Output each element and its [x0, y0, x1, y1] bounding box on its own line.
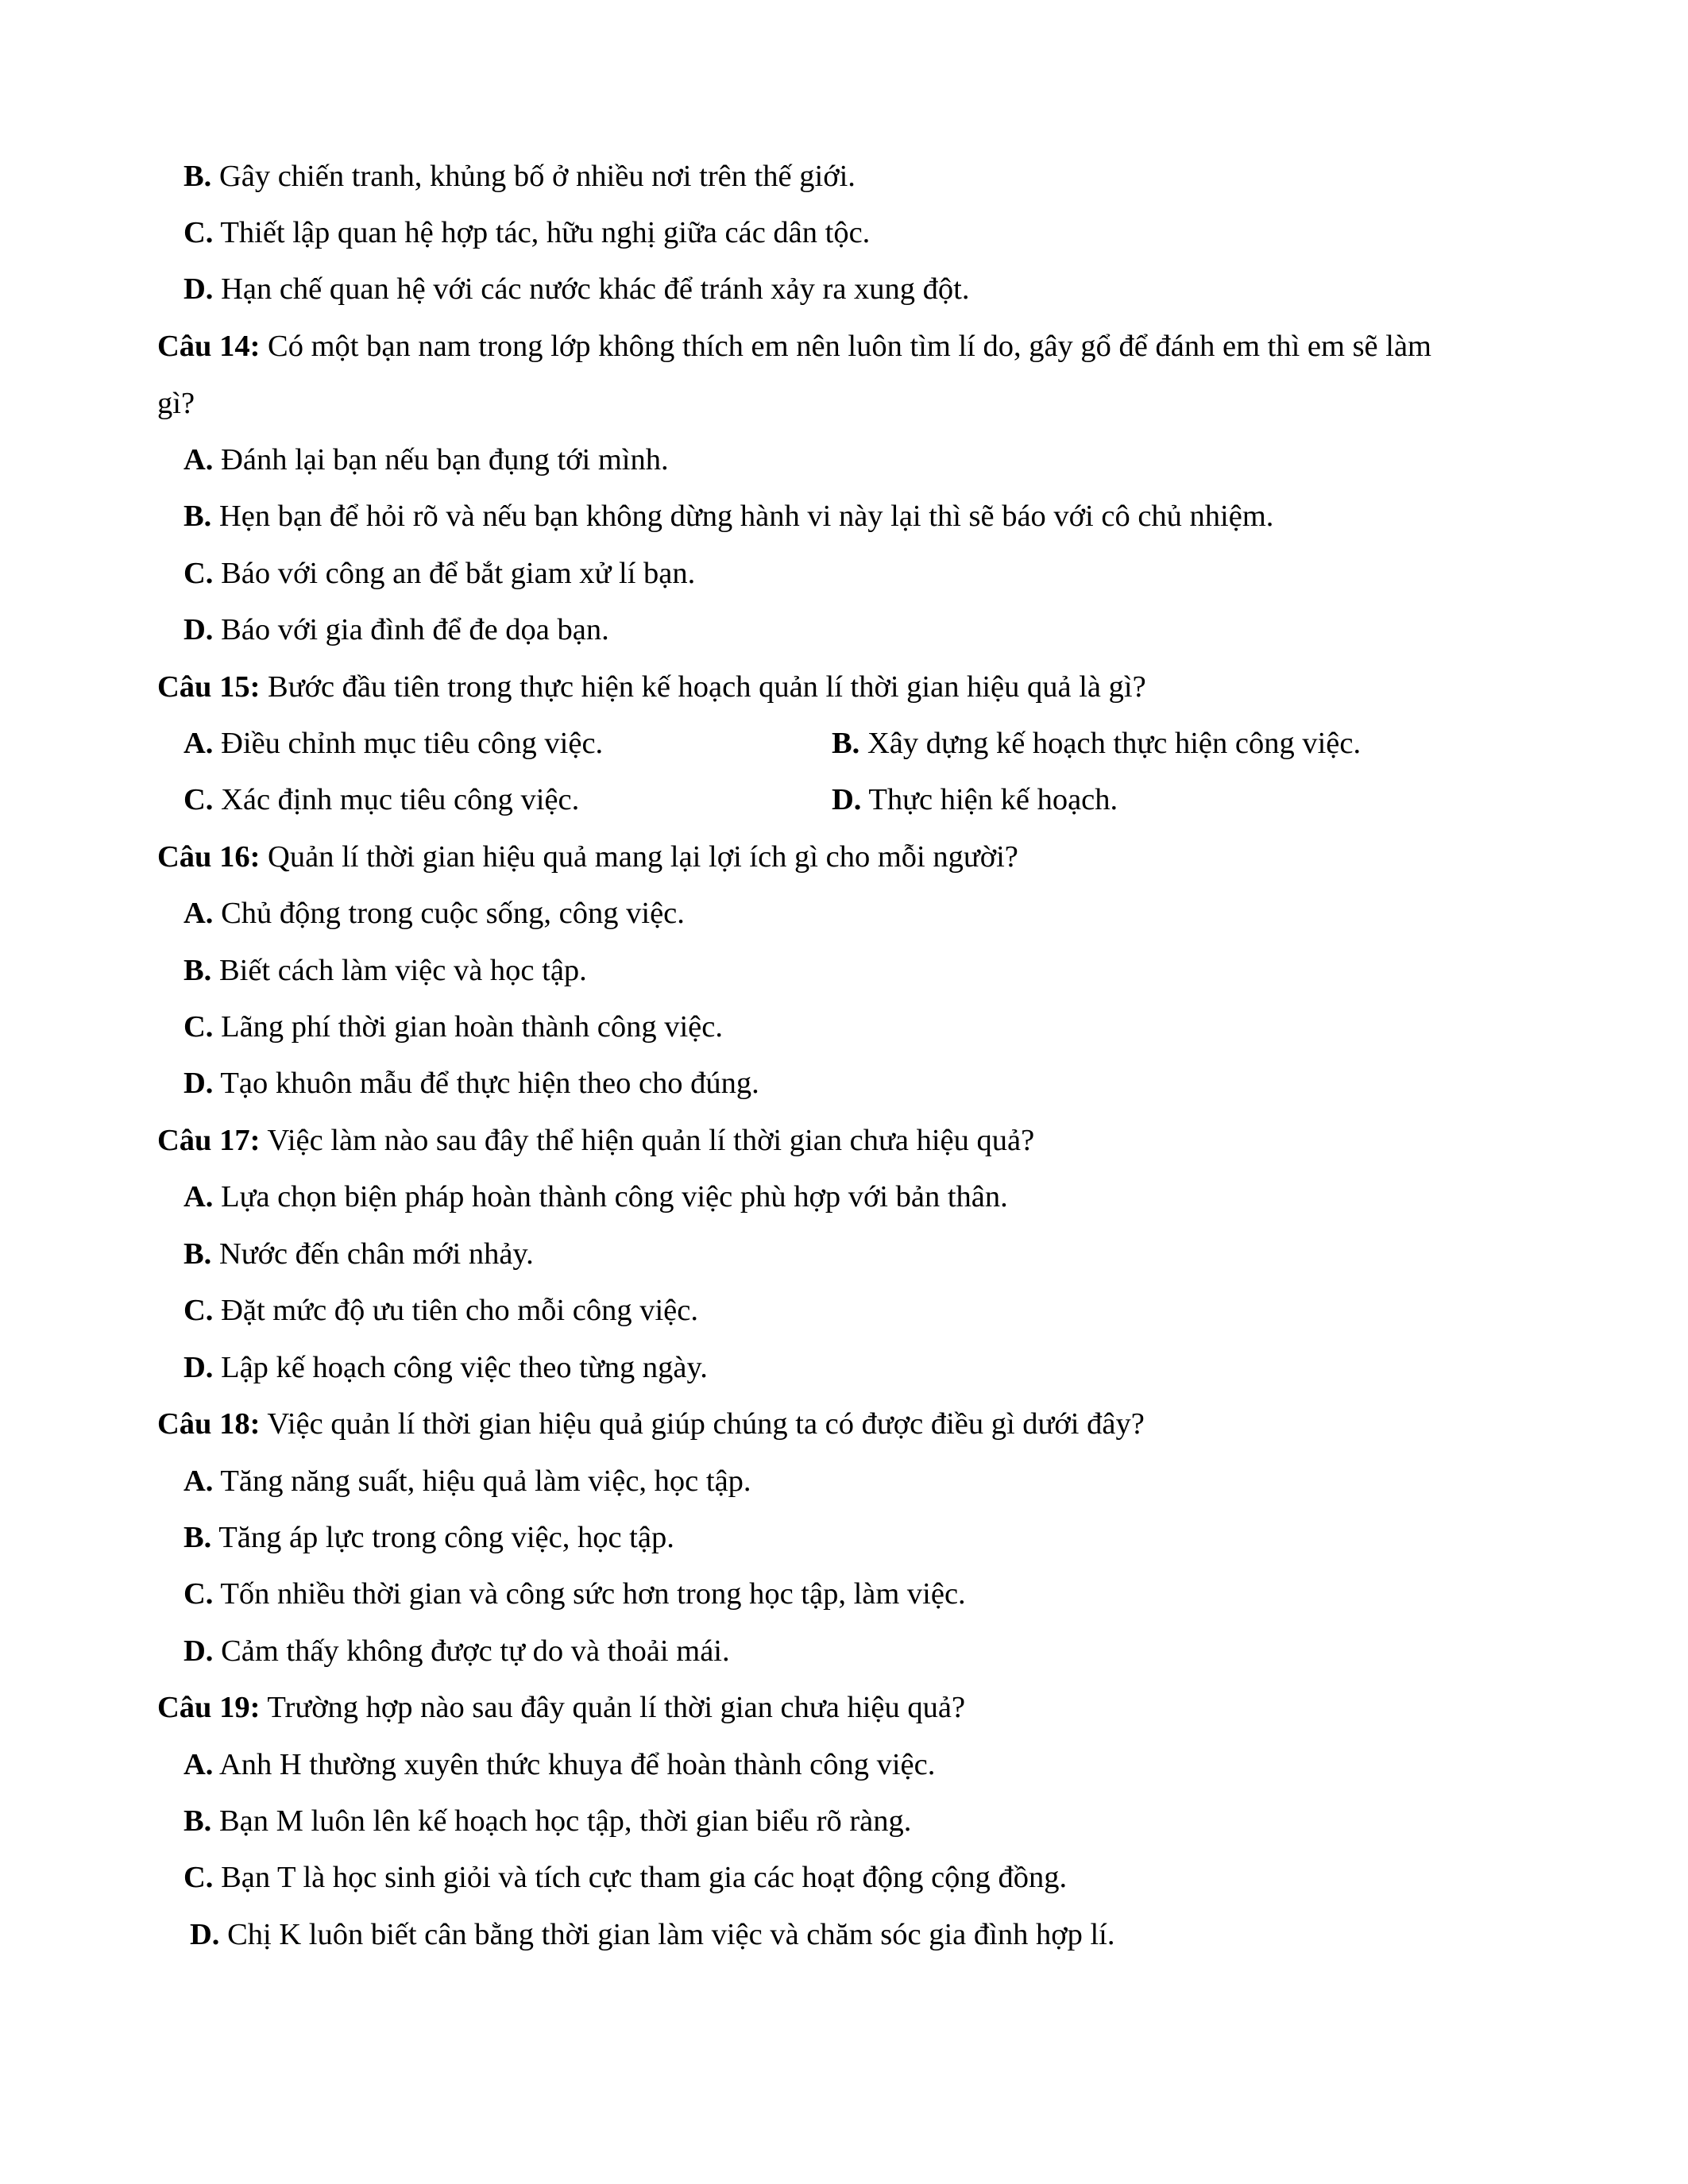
question-text: Có một bạn nam trong lớp không thích em nên luôn tìm lí do, gây gổ để đánh em thì em sẽ làm	[260, 330, 1432, 363]
option-text: Biết cách làm việc và học tập.	[211, 954, 587, 987]
q16-option-d	[183, 1065, 759, 1102]
option-text: Tăng năng suất, hiệu quả làm việc, học tập.	[213, 1464, 751, 1498]
question-text: Việc làm nào sau đây thể hiện quản lí thời gian chưa hiệu quả?	[260, 1124, 1035, 1157]
option-letter: D.	[190, 1918, 220, 1951]
option-text: Báo với gia đình để đe dọa bạn.	[213, 613, 609, 646]
option-text: Tốn nhiều thời gian và công sức hơn trong học tập, làm việc.	[213, 1577, 966, 1611]
q14-option-b	[183, 498, 1273, 534]
option-text: Cảm thấy không được tự do và thoải mái.	[213, 1634, 730, 1668]
question-text: gì?	[157, 387, 195, 420]
option-text: Bạn T là học sinh giỏi và tích cực tham gia các hoạt động cộng đồng.	[213, 1861, 1068, 1894]
option-text: Xây dựng kế hoạch thực hiện công việc.	[859, 727, 1362, 760]
option-letter: C.	[183, 557, 214, 590]
option-text: Gây chiến tranh, khủng bố ở nhiều nơi trên thế giới.	[211, 160, 856, 193]
q18-option-a	[183, 1463, 751, 1499]
question-text: Bước đầu tiên trong thực hiện kế hoạch quản lí thời gian hiệu quả là gì?	[260, 670, 1146, 704]
option-letter: A.	[183, 1180, 214, 1214]
option-letter: D.	[183, 272, 214, 306]
option-letter: B.	[832, 727, 860, 760]
question-label: Câu 18:	[157, 1407, 261, 1441]
question-label: Câu 14:	[157, 330, 261, 363]
option-text: Đánh lại bạn nếu bạn đụng tới mình.	[213, 443, 669, 477]
q18-option-b	[183, 1519, 674, 1556]
option-text: Thực hiện kế hoạch.	[861, 783, 1118, 816]
option-text: Chủ động trong cuộc sống, công việc.	[213, 897, 685, 930]
option-text: Lãng phí thời gian hoàn thành công việc.	[213, 1010, 723, 1044]
q13-option-c	[183, 214, 870, 251]
q13-option-d	[183, 271, 970, 307]
q14-option-d	[183, 612, 609, 648]
question-text: Quản lí thời gian hiệu quả mang lại lợi ích gì cho mỗi người?	[260, 840, 1018, 874]
option-text: Lập kế hoạch công việc theo từng ngày.	[213, 1351, 708, 1384]
q15-option-c	[183, 781, 579, 818]
option-letter: D.	[183, 1067, 214, 1100]
option-letter: D.	[183, 1634, 214, 1668]
option-letter: C.	[183, 1577, 214, 1611]
question-label: Câu 16:	[157, 840, 261, 874]
q17-option-b	[183, 1236, 534, 1272]
option-text: Hạn chế quan hệ với các nước khác để tránh xảy ra xung đột.	[213, 272, 970, 306]
q15-question	[157, 669, 1146, 705]
option-letter: C.	[183, 783, 214, 816]
option-letter: C.	[183, 1010, 214, 1044]
option-letter: D.	[183, 613, 214, 646]
q17-question	[157, 1122, 1034, 1159]
question-text: Việc quản lí thời gian hiệu quả giúp chúng ta có được điều gì dưới đây?	[260, 1407, 1145, 1441]
q16-option-c	[183, 1009, 723, 1045]
option-letter: D.	[832, 783, 862, 816]
option-letter: B.	[183, 1521, 212, 1554]
q14-option-c	[183, 555, 695, 592]
option-letter: B.	[183, 160, 212, 193]
option-text: Đặt mức độ ưu tiên cho mỗi công việc.	[213, 1294, 698, 1327]
question-text: Trường hợp nào sau đây quản lí thời gian chưa hiệu quả?	[260, 1691, 966, 1724]
q14-question	[157, 328, 1431, 365]
q19-option-c	[183, 1859, 1067, 1896]
question-label: Câu 19:	[157, 1691, 261, 1724]
option-text: Tạo khuôn mẫu để thực hiện theo cho đúng.	[213, 1067, 759, 1100]
option-text: Báo với công an để bắt giam xử lí bạn.	[213, 557, 696, 590]
option-text: Xác định mục tiêu công việc.	[213, 783, 580, 816]
option-letter: A.	[183, 1748, 214, 1781]
q16-option-a	[183, 895, 685, 932]
option-letter: D.	[183, 1351, 214, 1384]
option-letter: A.	[183, 897, 214, 930]
q13-option-b	[183, 158, 856, 195]
option-text: Thiết lập quan hệ hợp tác, hữu nghị giữa các dân tộc.	[213, 216, 871, 249]
option-text: Hẹn bạn để hỏi rõ và nếu bạn không dừng hành vi này lại thì sẽ báo với cô chủ nhiệm.	[211, 500, 1274, 533]
q19-option-d	[190, 1916, 1114, 1953]
q18-question	[157, 1406, 1145, 1442]
q18-option-d	[183, 1633, 730, 1669]
option-letter: B.	[183, 500, 212, 533]
option-text: Lựa chọn biện pháp hoàn thành công việc phù hợp với bản thân.	[213, 1180, 1008, 1214]
option-letter: A.	[183, 727, 214, 760]
q18-option-c	[183, 1576, 966, 1612]
q19-option-a	[183, 1746, 935, 1783]
option-letter: A.	[183, 443, 214, 477]
q19-question	[157, 1689, 965, 1726]
q15-option-a	[183, 725, 603, 762]
q15-option-d	[832, 781, 1118, 818]
q14-question-cont	[157, 385, 195, 422]
q16-option-b	[183, 952, 587, 989]
option-letter: A.	[183, 1464, 214, 1498]
q17-option-a	[183, 1179, 1008, 1215]
option-text: Tăng áp lực trong công việc, học tập.	[211, 1521, 674, 1554]
option-text: Chị K luôn biết cân bằng thời gian làm việc và chăm sóc gia đình hợp lí.	[219, 1918, 1115, 1951]
option-letter: C.	[183, 1861, 214, 1894]
q16-question	[157, 839, 1018, 875]
question-label: Câu 15:	[157, 670, 261, 704]
q14-option-a	[183, 442, 669, 478]
q17-option-d	[183, 1349, 708, 1386]
question-label: Câu 17:	[157, 1124, 261, 1157]
option-text: Bạn M luôn lên kế hoạch học tập, thời gian biểu rõ ràng.	[211, 1804, 912, 1838]
q17-option-c	[183, 1292, 698, 1329]
option-text: Anh H thường xuyên thức khuya để hoàn thành công việc.	[213, 1748, 936, 1781]
option-text: Điều chỉnh mục tiêu công việc.	[213, 727, 604, 760]
option-letter: B.	[183, 1237, 212, 1271]
option-letter: B.	[183, 1804, 212, 1838]
q19-option-b	[183, 1803, 911, 1839]
option-text: Nước đến chân mới nhảy.	[211, 1237, 534, 1271]
option-letter: C.	[183, 1294, 214, 1327]
option-letter: C.	[183, 216, 214, 249]
q15-option-b	[832, 725, 1361, 762]
option-letter: B.	[183, 954, 212, 987]
